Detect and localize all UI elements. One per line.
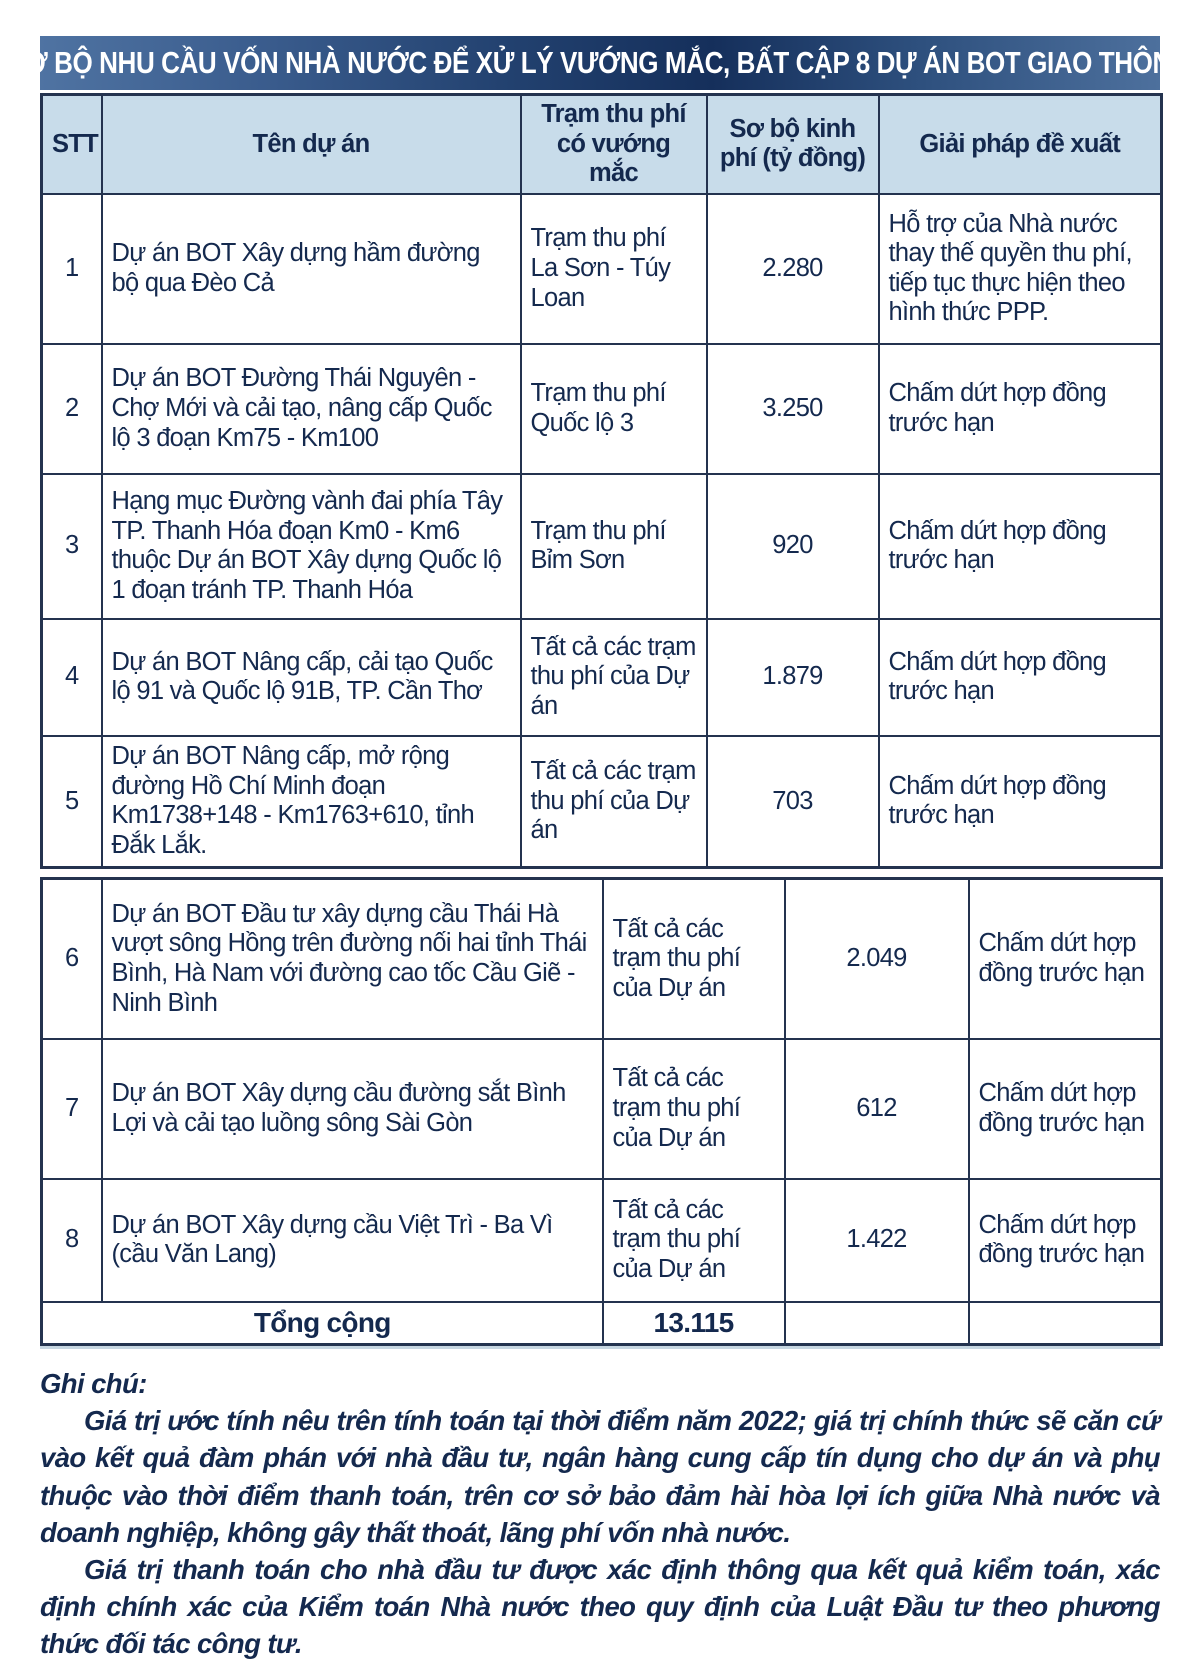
col-header-station: Trạm thu phí có vướng mắc [521,95,707,194]
row-station: Trạm thu phí La Sơn - Túy Loan [521,194,707,344]
row-stt: 5 [42,736,102,868]
row-cost: 612 [785,1039,969,1179]
row-cost: 920 [707,474,879,619]
row-project: Dự án BOT Nâng cấp, mở rộng đường Hồ Chí Minh đoạn Km1738+148 - Km1763+610, tỉnh Đắk Lắk. [102,736,521,868]
row-stt: 4 [42,619,102,736]
row-cost: 2.049 [785,879,969,1039]
row-project: Dự án BOT Nâng cấp, cải tạo Quốc lộ 91 và Quốc lộ 91B, TP. Cần Thơ [102,619,521,736]
total-label: Tổng cộng [42,1302,603,1345]
total-value: 13.115 [603,1302,785,1345]
row-project: Dự án BOT Xây dựng hầm đường bộ qua Đèo Cả [102,194,521,344]
page-title: SƠ BỘ NHU CẦU VỐN NHÀ NƯỚC ĐỂ XỬ LÝ VƯỚNG MẮC, BẤT CẬP 8 DỰ ÁN BOT GIAO THÔNG [8,45,1192,80]
row-project: Dự án BOT Xây dựng cầu đường sắt Bình Lợi và cải tạo luồng sông Sài Gòn [102,1039,603,1179]
row-stt: 6 [42,879,102,1039]
col-header-stt: STT [42,95,102,194]
row-cost: 1.422 [785,1179,969,1302]
row-project: Dự án BOT Xây dựng cầu Việt Trì - Ba Vì (cầu Văn Lang) [102,1179,603,1302]
footnote-heading: Ghi chú: [40,1368,147,1400]
col-header-solution: Giải pháp đề xuất [879,95,1162,194]
table-row [42,736,1162,868]
table-bottom-shadow [40,1346,1160,1349]
projects-table-lower [40,877,1163,1346]
row-solution: Hỗ trợ của Nhà nước thay thế quyền thu phí, tiếp tục thực hiện theo hình thức PPP. [879,194,1162,344]
table-row [42,1179,1162,1302]
bot-funding-report [8,36,1192,1662]
row-stt: 8 [42,1179,102,1302]
row-cost: 1.879 [707,619,879,736]
table-row [42,879,1162,1039]
row-project: Dự án BOT Đầu tư xây dựng cầu Thái Hà vượt sông Hồng trên đường nối hai tỉnh Thái Bình, Hà Nam với đường cao tốc Cầu Giẽ - Ninh Bình [102,879,603,1039]
row-solution: Chấm dứt hợp đồng trước hạn [969,879,1162,1039]
row-cost: 3.250 [707,344,879,474]
total-empty-cell [785,1302,969,1345]
row-project: Dự án BOT Đường Thái Nguyên - Chợ Mới và cải tạo, nâng cấp Quốc lộ 3 đoạn Km75 - Km100 [102,344,521,474]
table-title-bar [8,36,1192,90]
table-row [42,1039,1162,1179]
row-station: Trạm thu phí Bỉm Sơn [521,474,707,619]
row-stt: 1 [42,194,102,344]
footnote-paragraph: Giá trị thanh toán cho nhà đầu tư được xác định thông qua kết quả kiểm toán, xác định chính xác của Kiểm toán Nhà nước theo quy định của Luật Đầu tư theo phương thức đối tác công tư. [40,1553,1160,1660]
table-row [42,474,1162,619]
row-stt: 2 [42,344,102,474]
table-section-gap [40,869,1160,877]
footnotes [40,1365,1160,1662]
table-row [42,194,1162,344]
row-solution: Chấm dứt hợp đồng trước hạn [969,1179,1162,1302]
row-station: Tất cả các trạm thu phí của Dự án [521,736,707,868]
row-solution: Chấm dứt hợp đồng trước hạn [879,474,1162,619]
row-project: Hạng mục Đường vành đai phía Tây TP. Thanh Hóa đoạn Km0 - Km6 thuộc Dự án BOT Xây dựng Quốc lộ 1 đoạn tránh TP. Thanh Hóa [102,474,521,619]
row-stt: 7 [42,1039,102,1179]
col-header-project: Tên dự án [102,95,521,194]
row-station: Trạm thu phí Quốc lộ 3 [521,344,707,474]
table-row [42,344,1162,474]
projects-table-upper [40,93,1163,869]
row-stt: 3 [42,474,102,619]
row-solution: Chấm dứt hợp đồng trước hạn [879,344,1162,474]
footnote-paragraph: Giá trị ước tính nêu trên tính toán tại thời điểm năm 2022; giá trị chính thức sẽ căn cứ vào kết quả đàm phán với nhà đầu tư, ngân hàng cung cấp tín dụng cho dự án và phụ thuộc vào thời điểm thanh toán, trên cơ sở bảo đảm hài hòa lợi ích giữa Nhà nước và doanh nghiệp, không gây thất thoát, lãng phí vốn nhà nước. [40,1405,1160,1548]
row-station: Tất cả các trạm thu phí của Dự án [603,1039,785,1179]
col-header-cost: Sơ bộ kinh phí (tỷ đồng) [707,95,879,194]
row-cost: 703 [707,736,879,868]
row-station: Tất cả các trạm thu phí của Dự án [603,1179,785,1302]
row-solution: Chấm dứt hợp đồng trước hạn [879,736,1162,868]
total-row [42,1302,1162,1345]
table-row [42,619,1162,736]
total-empty-cell [969,1302,1162,1345]
row-solution: Chấm dứt hợp đồng trước hạn [969,1039,1162,1179]
row-cost: 2.280 [707,194,879,344]
row-station: Tất cả các trạm thu phí của Dự án [521,619,707,736]
row-solution: Chấm dứt hợp đồng trước hạn [879,619,1162,736]
header-row [42,95,1162,194]
row-station: Tất cả các trạm thu phí của Dự án [603,879,785,1039]
